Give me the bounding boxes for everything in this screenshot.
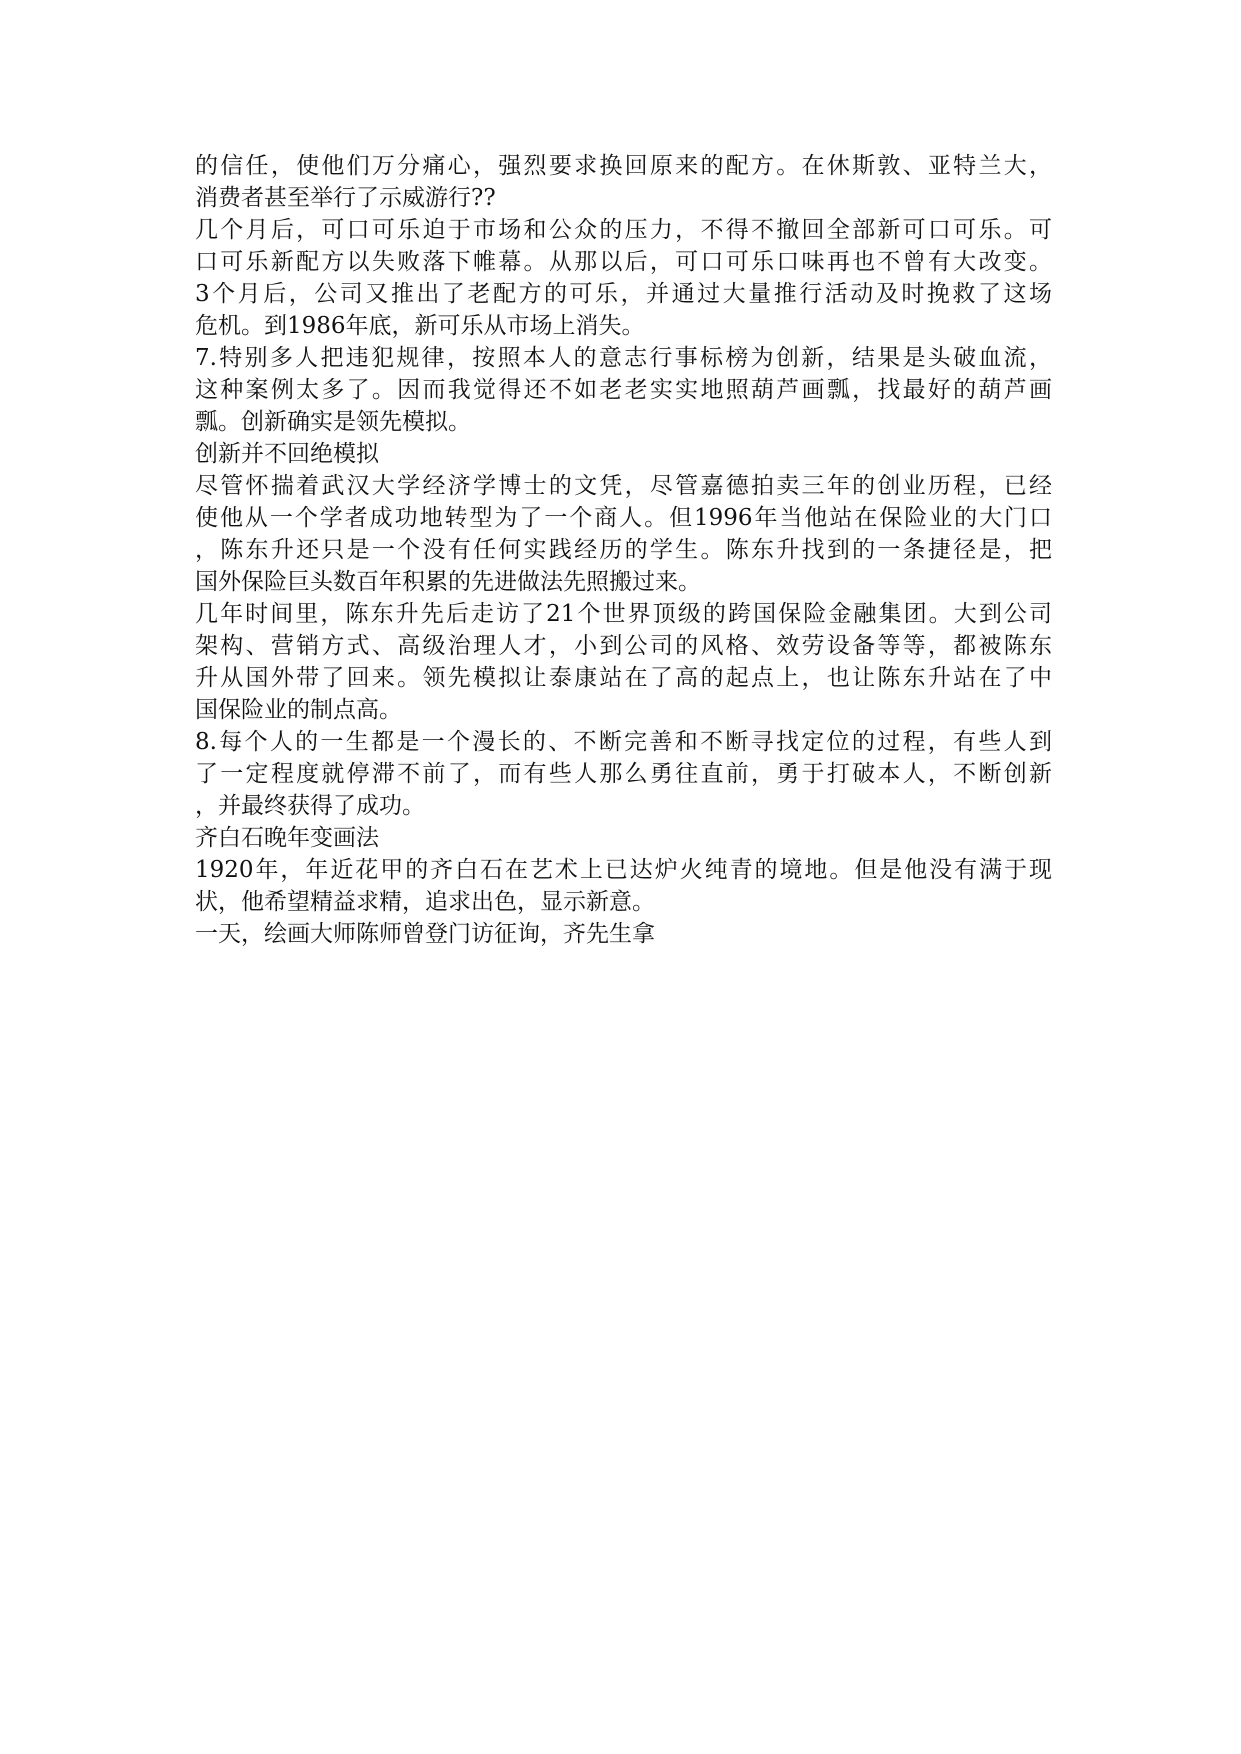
text-line: 了一定程度就停滞不前了，而有些人那么勇往直前，勇于打破本人，不断创新 [195,761,1052,787]
text-line: 几个月后，可口可乐迫于市场和公众的压力，不得不撤回全部新可口可乐。可 [195,217,1052,243]
text-line: 一天，绘画大师陈师曾登门访征询，齐先生拿 [195,921,655,947]
text-line: 消费者甚至举行了示威游行?? [195,185,496,211]
section-heading: 创新并不回绝模拟 [195,441,379,467]
text-line: 国外保险巨头数百年积累的先进做法先照搬过来。 [195,569,701,595]
text-line: 使他从一个学者成功地转型为了一个商人。但1996年当他站在保险业的大门口 [195,505,1052,531]
text-line: 这种案例太多了。因而我觉得还不如老老实实地照葫芦画瓢，找最好的葫芦画 [195,377,1052,403]
text-line: 的信任，使他们万分痛心，强烈要求换回原来的配方。在休斯敦、亚特兰大， [195,153,1052,179]
text-line: 架构、营销方式、高级治理人才，小到公司的风格、效劳设备等等，都被陈东 [195,633,1052,659]
text-line: 1920年，年近花甲的齐白石在艺术上已达炉火纯青的境地。但是他没有满于现 [195,857,1052,883]
text-line: 升从国外带了回来。领先模拟让泰康站在了高的起点上，也让陈东升站在了中 [195,665,1052,691]
text-line: 瓢。创新确实是领先模拟。 [195,409,471,435]
text-line: 3个月后，公司又推出了老配方的可乐，并通过大量推行活动及时挽救了这场 [195,281,1052,307]
text-line: 国保险业的制点高。 [195,697,402,723]
document-body [195,150,1052,950]
text-line: ，并最终获得了成功。 [195,793,425,819]
text-line: 状，他希望精益求精，追求出色，显示新意。 [195,889,655,915]
text-line: 7.特别多人把违犯规律，按照本人的意志行事标榜为创新，结果是头破血流， [195,345,1052,371]
text-line: 危机。到1986年底，新可乐从市场上消失。 [195,313,645,339]
text-line: 几年时间里，陈东升先后走访了21个世界顶级的跨国保险金融集团。大到公司 [195,601,1052,627]
text-line: 尽管怀揣着武汉大学经济学博士的文凭，尽管嘉德拍卖三年的创业历程，已经 [195,473,1052,499]
text-line: 口可乐新配方以失败落下帷幕。从那以后，可口可乐口味再也不曾有大改变。 [195,249,1052,275]
section-heading: 齐白石晚年变画法 [195,825,379,851]
text-line: ，陈东升还只是一个没有任何实践经历的学生。陈东升找到的一条捷径是，把 [195,537,1052,563]
text-line: 8.每个人的一生都是一个漫长的、不断完善和不断寻找定位的过程，有些人到 [195,729,1052,755]
